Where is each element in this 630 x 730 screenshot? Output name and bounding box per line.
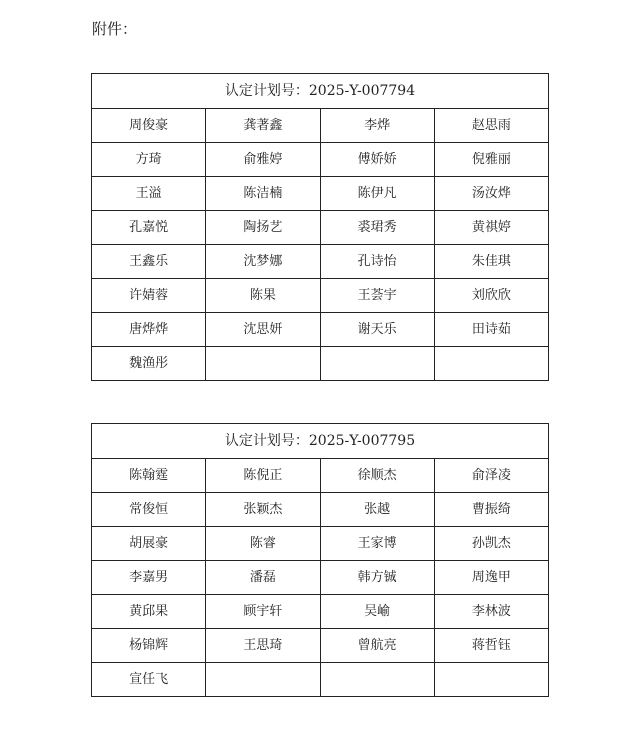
table-row [92,279,549,313]
empty-cell [320,663,434,697]
name-cell: 俞雅婷 [206,143,320,177]
name-cell: 顾宇轩 [206,595,320,629]
plan-number-header: 认定计划号：2025-Y-007794 [92,74,549,109]
name-cell: 周逸甲 [434,561,548,595]
table-row [92,143,549,177]
name-cell: 蒋哲钰 [434,629,548,663]
name-cell: 陈倪正 [206,459,320,493]
roster-table [91,73,549,381]
roster-header-row [92,424,549,459]
name-cell: 许婧蓉 [92,279,206,313]
name-cell: 吴崳 [320,595,434,629]
table-row [92,347,549,381]
name-cell: 黄邱果 [92,595,206,629]
name-cell: 李林波 [434,595,548,629]
name-cell: 孙凯杰 [434,527,548,561]
name-cell: 黄祺婷 [434,211,548,245]
name-cell: 陈洁楠 [206,177,320,211]
table-row [92,245,549,279]
table-row [92,177,549,211]
attachment-label: 附件： [92,20,138,38]
name-cell: 龚著鑫 [206,109,320,143]
name-cell: 田诗茹 [434,313,548,347]
name-cell: 沈思妍 [206,313,320,347]
table-row [92,109,549,143]
name-cell: 李嘉男 [92,561,206,595]
name-cell: 王鑫乐 [92,245,206,279]
name-cell: 孔嘉悦 [92,211,206,245]
name-cell: 方琦 [92,143,206,177]
name-cell: 陶扬艺 [206,211,320,245]
table-row [92,629,549,663]
name-cell: 傅娇娇 [320,143,434,177]
table-row [92,313,549,347]
name-cell: 张颖杰 [206,493,320,527]
name-cell: 孔诗怡 [320,245,434,279]
name-cell: 陈睿 [206,527,320,561]
table-row [92,527,549,561]
name-cell: 徐顺杰 [320,459,434,493]
roster-header-row [92,74,549,109]
table-row [92,211,549,245]
name-cell: 李烨 [320,109,434,143]
table-row [92,595,549,629]
name-cell: 潘磊 [206,561,320,595]
name-cell: 曾航亮 [320,629,434,663]
name-cell: 赵思雨 [434,109,548,143]
table-row [92,459,549,493]
name-cell: 王荟宇 [320,279,434,313]
name-cell: 韩方铖 [320,561,434,595]
name-cell: 张越 [320,493,434,527]
table-row [92,663,549,697]
name-cell: 常俊恒 [92,493,206,527]
empty-cell [320,347,434,381]
table-row [92,561,549,595]
name-cell: 王家博 [320,527,434,561]
name-cell: 王溢 [92,177,206,211]
name-cell: 朱佳琪 [434,245,548,279]
table-row [92,493,549,527]
roster-body [92,109,549,381]
roster-table [91,423,549,697]
name-cell: 杨锦辉 [92,629,206,663]
name-cell: 魏渔彤 [92,347,206,381]
name-cell: 倪雅丽 [434,143,548,177]
name-cell: 汤汝烨 [434,177,548,211]
plan-number-header: 认定计划号：2025-Y-007795 [92,424,549,459]
name-cell: 陈翰霆 [92,459,206,493]
roster-body [92,459,549,697]
name-cell: 宣任飞 [92,663,206,697]
empty-cell [434,663,548,697]
name-cell: 周俊豪 [92,109,206,143]
empty-cell [206,663,320,697]
name-cell: 谢天乐 [320,313,434,347]
name-cell: 刘欣欣 [434,279,548,313]
name-cell: 王思琦 [206,629,320,663]
name-cell: 陈伊凡 [320,177,434,211]
name-cell: 胡展豪 [92,527,206,561]
empty-cell [206,347,320,381]
name-cell: 陈果 [206,279,320,313]
name-cell: 曹振绮 [434,493,548,527]
name-cell: 裘珺秀 [320,211,434,245]
name-cell: 唐烨烨 [92,313,206,347]
name-cell: 沈梦娜 [206,245,320,279]
name-cell: 俞泽凌 [434,459,548,493]
empty-cell [434,347,548,381]
